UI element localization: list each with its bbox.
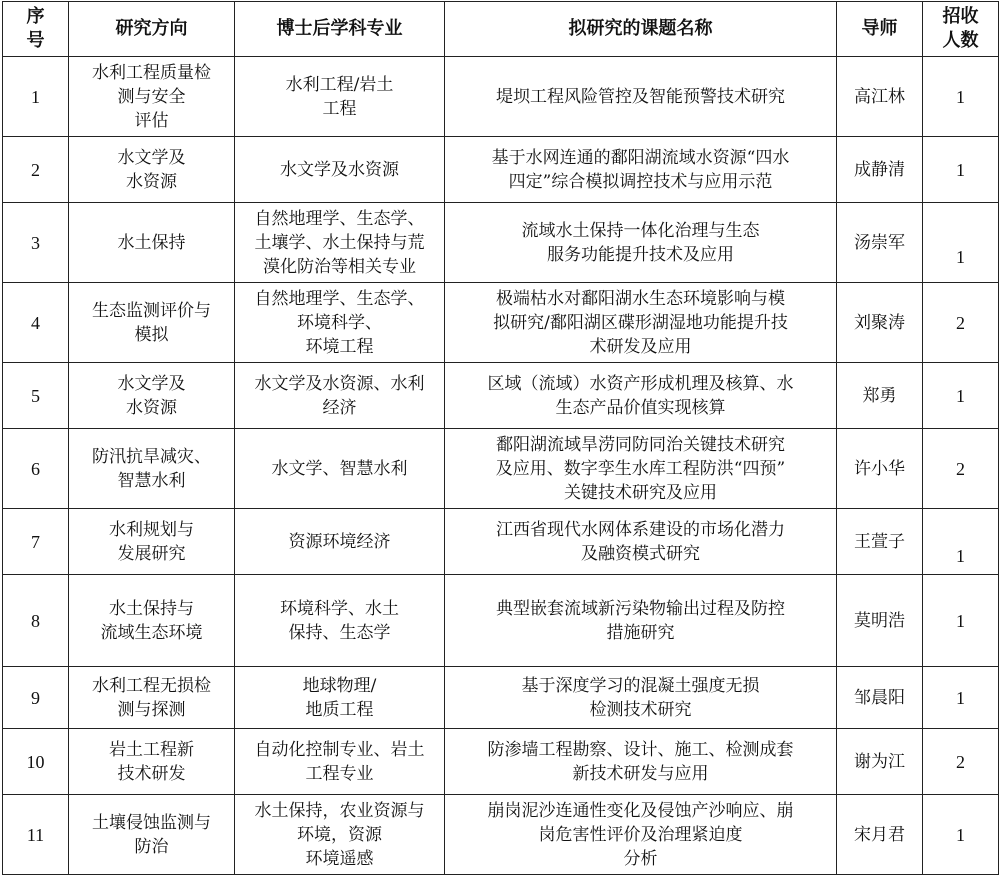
- major-cell-line: 水文学及水资源、水利: [254, 373, 425, 394]
- table-row: [3, 667, 999, 729]
- table-row: [3, 429, 999, 509]
- count-value: 2: [956, 312, 965, 333]
- major-cell-line: 水利工程/岩土: [285, 74, 394, 95]
- major-cell-line: 环境科学、水土: [280, 598, 399, 619]
- topic-cell: [445, 667, 837, 729]
- direction-cell: [69, 137, 235, 203]
- topic-cell: [445, 795, 837, 875]
- direction-cell-line: 水资源: [126, 397, 177, 418]
- topic-cell-line: 措施研究: [606, 622, 675, 643]
- direction-cell-line: 水土保持与: [109, 598, 194, 619]
- major-cell-line: 自动化控制专业、岩土: [254, 739, 425, 760]
- major-cell-line: 环境，资源: [297, 824, 382, 845]
- major-cell-line: 水文学及水资源: [280, 159, 399, 180]
- advisor-cell: 汤崇军: [837, 203, 923, 283]
- count-cell: [923, 429, 999, 509]
- count-value: 1: [956, 824, 965, 845]
- major-cell: [235, 363, 445, 429]
- table-row: [3, 57, 999, 137]
- count-cell: [923, 667, 999, 729]
- direction-cell: [69, 203, 235, 283]
- topic-cell-line: 基于深度学习的混凝土强度无损: [521, 675, 760, 696]
- major-cell: [235, 575, 445, 667]
- count-value: 1: [956, 246, 965, 267]
- topic-cell-line: 崩岗泥沙连通性变化及侵蚀产沙响应、崩: [487, 800, 794, 821]
- topic-cell: [445, 575, 837, 667]
- advisor-cell: 宋月君: [837, 795, 923, 875]
- count-cell: [923, 795, 999, 875]
- major-cell: [235, 137, 445, 203]
- topic-cell-line: 流域水土保持一体化治理与生态: [521, 220, 760, 241]
- count-cell: [923, 203, 999, 283]
- header-advisor: 导师: [837, 2, 923, 57]
- seq-cell: 7: [3, 509, 69, 575]
- topic-cell-line: 区域（流域）水资产形成机理及核算、水: [487, 373, 794, 394]
- topic-cell-line: 生态产品价值实现核算: [555, 397, 726, 418]
- header-line: 人数: [942, 30, 979, 51]
- major-cell-line: 自然地理学、生态学、: [254, 288, 425, 309]
- header-major: 博士后学科专业: [235, 2, 445, 57]
- major-cell-line: 地球物理/: [302, 675, 377, 696]
- direction-cell-line: 水资源: [126, 171, 177, 192]
- direction-cell-line: 发展研究: [117, 543, 186, 564]
- advisor-cell: 郑勇: [837, 363, 923, 429]
- major-cell-line: 环境遥感: [305, 848, 374, 869]
- major-cell: [235, 57, 445, 137]
- seq-cell: 9: [3, 667, 69, 729]
- count-cell: [923, 363, 999, 429]
- count-value: 1: [956, 687, 965, 708]
- topic-cell: [445, 283, 837, 363]
- direction-cell: [69, 429, 235, 509]
- count-cell: [923, 729, 999, 795]
- header-seq: [3, 2, 69, 57]
- count-value: 1: [956, 545, 965, 566]
- advisor-cell: 许小华: [837, 429, 923, 509]
- advisor-cell: 邹晨阳: [837, 667, 923, 729]
- topic-cell-line: 极端枯水对鄱阳湖水生态环境影响与模: [496, 288, 785, 309]
- direction-cell-line: 防治: [134, 836, 169, 857]
- major-cell-line: 环境科学、: [297, 312, 382, 333]
- major-cell: [235, 283, 445, 363]
- advisor-cell: 刘聚涛: [837, 283, 923, 363]
- seq-cell: 6: [3, 429, 69, 509]
- direction-cell: [69, 729, 235, 795]
- direction-cell-line: 评估: [134, 110, 169, 131]
- direction-cell-line: 水文学及: [117, 373, 186, 394]
- major-cell-line: 环境工程: [305, 336, 374, 357]
- header-line: 招收: [942, 6, 979, 27]
- seq-cell: 11: [3, 795, 69, 875]
- count-value: 1: [956, 610, 965, 631]
- direction-cell-line: 生态监测评价与: [92, 300, 211, 321]
- topic-cell-line: 及应用、数字孪生水库工程防洪“四预”: [495, 458, 786, 479]
- major-cell-line: 地质工程: [305, 699, 374, 720]
- topic-cell-line: 典型嵌套流域新污染物输出过程及防控: [496, 598, 785, 619]
- header-line: 序: [26, 6, 45, 27]
- major-cell-line: 工程: [322, 98, 357, 119]
- advisor-cell: 成静清: [837, 137, 923, 203]
- advisor-cell: 高江林: [837, 57, 923, 137]
- seq-cell: 1: [3, 57, 69, 137]
- advisor-cell: 莫明浩: [837, 575, 923, 667]
- table-row: [3, 575, 999, 667]
- header-topic: 拟研究的课题名称: [445, 2, 837, 57]
- count-value: 1: [956, 385, 965, 406]
- major-cell-line: 保持、生态学: [288, 622, 391, 643]
- topic-cell-line: 及融资模式研究: [581, 543, 700, 564]
- direction-cell-line: 测与安全: [117, 86, 186, 107]
- table-row: [3, 729, 999, 795]
- direction-cell: [69, 575, 235, 667]
- count-value: 1: [956, 86, 965, 107]
- major-cell-line: 土壤学、水土保持与荒: [254, 232, 425, 253]
- major-cell-line: 自然地理学、生态学、: [254, 208, 425, 229]
- header-line: 号: [26, 30, 45, 51]
- major-cell-line: 资源环境经济: [288, 531, 391, 552]
- topic-cell: [445, 729, 837, 795]
- direction-cell-line: 水土保持: [117, 232, 186, 253]
- table-row: [3, 795, 999, 875]
- direction-cell: [69, 509, 235, 575]
- major-cell-line: 水土保持，农业资源与: [254, 800, 425, 821]
- direction-cell-line: 岩土工程新: [109, 739, 194, 760]
- table-row: [3, 363, 999, 429]
- topic-cell: [445, 203, 837, 283]
- major-cell-line: 水文学、智慧水利: [271, 458, 408, 479]
- direction-cell: [69, 283, 235, 363]
- direction-cell-line: 防汛抗旱减灾、: [92, 446, 211, 467]
- direction-cell: [69, 795, 235, 875]
- topic-cell: [445, 429, 837, 509]
- table-row: [3, 137, 999, 203]
- major-cell: [235, 429, 445, 509]
- topic-cell-line: 堤坝工程风险管控及智能预警技术研究: [496, 86, 785, 107]
- topic-cell-line: 防渗墙工程勘察、设计、施工、检测成套: [487, 739, 794, 760]
- direction-cell-line: 模拟: [134, 324, 169, 345]
- major-cell-line: 漠化防治等相关专业: [263, 256, 416, 277]
- major-cell: [235, 729, 445, 795]
- topic-cell: [445, 363, 837, 429]
- seq-cell: 8: [3, 575, 69, 667]
- direction-cell-line: 土壤侵蚀监测与: [92, 812, 211, 833]
- topic-cell-line: 服务功能提升技术及应用: [547, 244, 734, 265]
- major-cell: [235, 509, 445, 575]
- topic-cell-line: 四定”综合模拟调控技术与应用示范: [508, 171, 773, 192]
- count-cell: [923, 57, 999, 137]
- topic-cell-line: 江西省现代水网体系建设的市场化潜力: [496, 519, 785, 540]
- topic-cell-line: 检测技术研究: [589, 699, 692, 720]
- direction-cell-line: 技术研发: [117, 763, 186, 784]
- count-cell: [923, 137, 999, 203]
- direction-cell-line: 流域生态环境: [100, 622, 203, 643]
- direction-cell: [69, 57, 235, 137]
- count-cell: [923, 283, 999, 363]
- direction-cell-line: 智慧水利: [117, 470, 186, 491]
- seq-cell: 10: [3, 729, 69, 795]
- topic-cell-line: 术研发及应用: [589, 336, 692, 357]
- seq-cell: 4: [3, 283, 69, 363]
- advisor-cell: 王萱子: [837, 509, 923, 575]
- direction-cell: [69, 667, 235, 729]
- table-row: [3, 283, 999, 363]
- topic-cell-line: 分析: [623, 848, 658, 869]
- topic-cell: [445, 509, 837, 575]
- seq-cell: 3: [3, 203, 69, 283]
- count-cell: [923, 509, 999, 575]
- direction-cell-line: 水利规划与: [109, 519, 194, 540]
- table-row: [3, 203, 999, 283]
- count-value: 2: [956, 751, 965, 772]
- header-row: [3, 2, 999, 57]
- major-cell: [235, 667, 445, 729]
- topic-cell-line: 鄱阳湖流域旱涝同防同治关键技术研究: [496, 434, 785, 455]
- major-cell: [235, 795, 445, 875]
- direction-cell-line: 水利工程质量检: [92, 62, 211, 83]
- topic-cell-line: 关键技术研究及应用: [564, 482, 717, 503]
- count-value: 1: [956, 159, 965, 180]
- topic-cell-line: 拟研究/鄱阳湖区碟形湖湿地功能提升技: [493, 312, 788, 333]
- table-body: [3, 57, 999, 875]
- seq-cell: 5: [3, 363, 69, 429]
- direction-cell-line: 测与探测: [117, 699, 186, 720]
- topic-cell: [445, 137, 837, 203]
- advisor-cell: 谢为江: [837, 729, 923, 795]
- topic-cell-line: 岗危害性评价及治理紧迫度: [538, 824, 743, 845]
- major-cell-line: 工程专业: [305, 763, 374, 784]
- major-cell-line: 经济: [322, 397, 357, 418]
- header-count: [923, 2, 999, 57]
- topic-cell-line: 基于水网连通的鄱阳湖流域水资源“四水: [491, 147, 790, 168]
- table-row: [3, 509, 999, 575]
- count-cell: [923, 575, 999, 667]
- topic-cell: [445, 57, 837, 137]
- topic-cell-line: 新技术研发与应用: [572, 763, 709, 784]
- recruitment-table: [2, 1, 999, 875]
- header-direction: 研究方向: [69, 2, 235, 57]
- seq-cell: 2: [3, 137, 69, 203]
- direction-cell: [69, 363, 235, 429]
- count-value: 2: [956, 458, 965, 479]
- direction-cell-line: 水利工程无损检: [92, 675, 211, 696]
- major-cell: [235, 203, 445, 283]
- direction-cell-line: 水文学及: [117, 147, 186, 168]
